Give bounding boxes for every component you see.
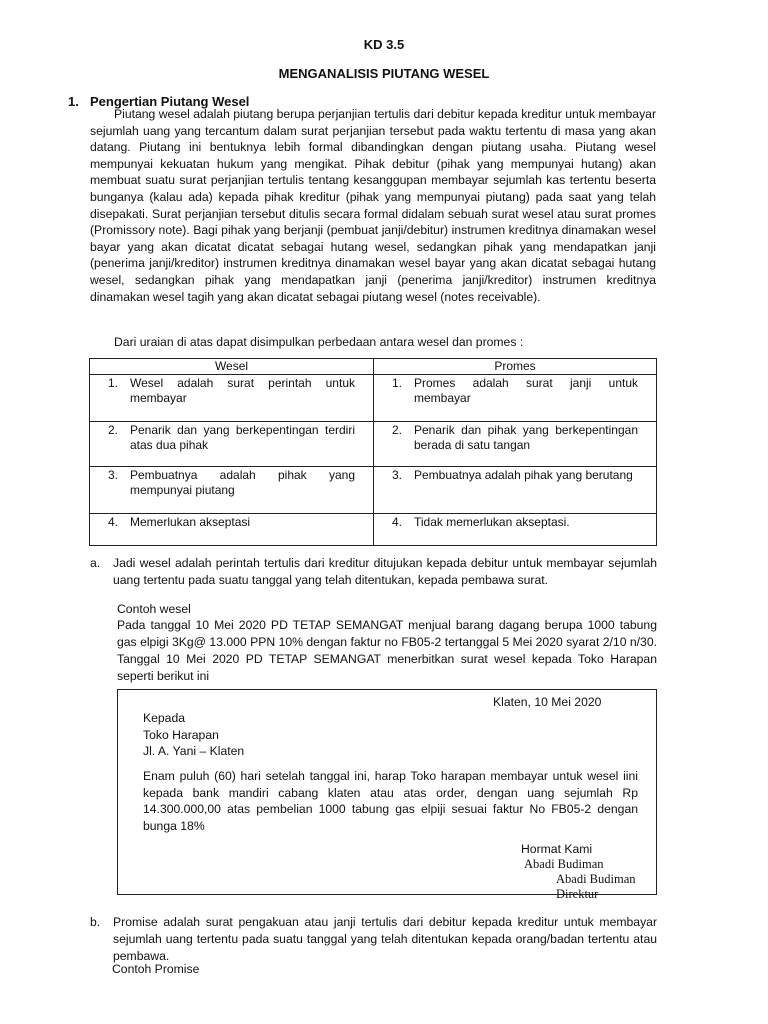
table-header-row xyxy=(90,359,657,375)
promes-text: Penarik dan pihak yang berkepentingan berada di satu tangan xyxy=(414,423,638,452)
wesel-letter xyxy=(117,689,657,901)
table-row xyxy=(90,467,657,514)
example-promise-label: Contoh Promise xyxy=(112,962,200,976)
table-cell-wesel xyxy=(90,514,374,546)
list-item-b xyxy=(90,914,657,965)
signer-name: Abadi Budiman xyxy=(556,872,636,886)
table-cell-promes xyxy=(374,422,657,467)
promes-text: Pembuatnya adalah pihak yang berutang xyxy=(414,468,633,482)
list-marker: a. xyxy=(90,556,101,570)
row-number: 3. xyxy=(391,468,402,482)
table-cell-promes xyxy=(374,375,657,422)
kd-label: KD 3.5 xyxy=(363,37,405,52)
promes-text: Promes adalah surat janji untuk membayar xyxy=(414,376,638,405)
table-row xyxy=(90,375,657,422)
table-cell-wesel xyxy=(90,422,374,467)
table-cell-wesel xyxy=(90,375,374,422)
wesel-text: Memerlukan akseptasi xyxy=(130,515,251,529)
closing-greeting: Hormat Kami xyxy=(521,842,593,856)
comparison-table xyxy=(89,358,657,546)
wesel-text: Penarik dan yang berkepentingan terdiri atas dua pihak xyxy=(130,423,355,452)
recipient-line: Jl. A. Yani – Klaten xyxy=(143,744,245,759)
wesel-text: Wesel adalah surat perintah untuk membayar xyxy=(130,376,355,405)
page-title: MENGANALISIS PIUTANG WESEL xyxy=(278,66,490,81)
signature: Abadi Budiman xyxy=(524,857,604,871)
promise-definition: Promise adalah surat pengakuan atau janji tertulis dari debitur kepada kreditur untuk membayar sejumlah uang tertentu pada suatu tanggal yang telah ditentukan kepada orang/badan tertentu atau pembawa. xyxy=(113,915,657,963)
table-row xyxy=(90,514,657,546)
recipient-line: Toko Harapan xyxy=(143,727,219,742)
wesel-text: Pembuatnya adalah pihak yang mempunyai piutang xyxy=(130,468,355,497)
recipient-line: Kepada xyxy=(143,711,186,725)
list-item-a xyxy=(90,555,657,589)
table-row xyxy=(90,422,657,467)
letter-date: Klaten, 10 Mei 2020 xyxy=(493,695,602,709)
letter-body: Enam puluh (60) hari setelah tanggal ini, harap Toko harapan membayar untuk wesel iini kepada bank mandiri cabang klaten atau atas order, dengan uang sejumlah Rp 14.300.000,00 atas pembelian 1000 tabung gas elpiji sesuai faktur No FB05-2 dengan bunga 18% xyxy=(143,769,638,833)
row-number: 3. xyxy=(107,468,118,482)
section-number: 1. xyxy=(68,94,79,109)
row-number: 4. xyxy=(107,515,118,529)
promes-text: Tidak memerlukan akseptasi. xyxy=(414,515,570,529)
table-cell-promes xyxy=(374,467,657,514)
signer-title: Direktur xyxy=(556,887,599,901)
example-wesel-label: Contoh wesel xyxy=(117,602,191,616)
letter-recipient xyxy=(143,710,244,760)
example-wesel-text: Pada tanggal 10 Mei 2020 PD TETAP SEMANGAT menjual barang dagang berupa 1000 tabung gas elpigi 3Kg@ 13.000 PPN 10% dengan faktur no FB05-2 tertanggal 5 Mei 2020 syarat 2/10 n/30. Tanggal 10 Mei 2020 PD TETAP SEMANGAT menerbitkan surat wesel kepada Toko Harapan seperti berikut ini xyxy=(117,618,657,683)
row-number: 1. xyxy=(107,376,118,390)
summary-paragraph: Dari uraian di atas dapat disimpulkan perbedaan antara wesel dan promes : xyxy=(114,335,524,349)
row-number: 2. xyxy=(391,423,402,437)
section-title: Pengertian Piutang Wesel xyxy=(90,94,250,109)
definition-paragraph: Piutang wesel adalah piutang berupa perjanjian tertulis dari debitur kepada kreditur untuk membayar sejumlah uang yang tercantum dalam surat perjanjian tersebut pada waktu tertentu di masa yang akan datang. Piutang ini bentuknya lebih formal dibandingkan dengan piutang usaha. Piutang wesel mempunyai kekuatan hukum yang mengikat. Pihak debitur (pihak yang mempunyai hutang) akan membuat suatu surat perjanjian tertulis tentang kesanggupan membayar sejumlah kas tertentu beserta bunganya (kalau ada) kepada pihak kreditur (pihak yang mempunyai piutang) pada saat yang telah disepakati. Surat perjanjian tersebut ditulis secara formal didalam sebuah surat wesel atau surat promes (Promissory note). Bagi pihak yang berjanji (pembuat janji/debitur) instrumen kreditnya dinamakan wesel bayar yang akan dicatat dicatat sebagai hutang wesel, sedangkan pihak yang mendapatkan janji (penerima janji/kreditor) instrumen kreditnya dinamakan wesel bayar yang akan dicatat sebagai hutang wesel, sedangkan pihak yang mendapatkan janji (penerima janji/kreditor) instrumen kreditnya dinamakan wesel tagih yang akan dicatat sebagai piutang wesel (notes receivable). xyxy=(90,107,656,304)
row-number: 1. xyxy=(391,376,402,390)
list-marker: b. xyxy=(90,915,101,929)
table-cell-promes xyxy=(374,514,657,546)
table-cell-wesel xyxy=(90,467,374,514)
row-number: 2. xyxy=(107,423,118,437)
table-header-wesel: Wesel xyxy=(90,359,374,375)
table-header-promes: Promes xyxy=(374,359,657,375)
wesel-conclusion: Jadi wesel adalah perintah tertulis dari kreditur ditujukan kepada debitur untuk membayar sejumlah uang tertentu pada suatu tanggal yang telah ditentukan, kepada pembawa surat. xyxy=(113,556,657,587)
row-number: 4. xyxy=(391,515,402,529)
